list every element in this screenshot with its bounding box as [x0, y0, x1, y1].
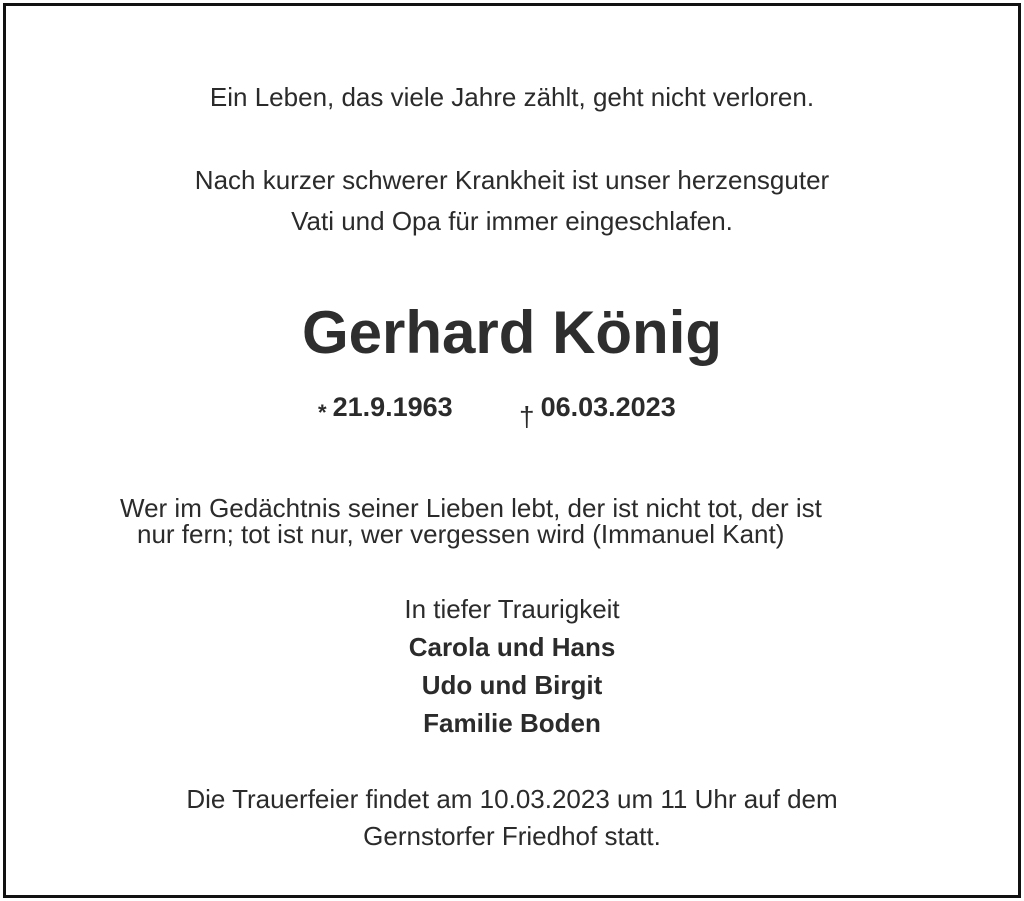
life-dates — [0, 388, 1024, 438]
death-cross-icon: † — [519, 401, 535, 432]
mourner-name: Familie Boden — [423, 708, 601, 738]
birth-date: 21.9.1963 — [332, 392, 453, 422]
mourners-heading: In tiefer Traurigkeit — [404, 594, 620, 624]
intro-line-2: Nach kurzer schwerer Krankheit ist unser herzensguter — [194, 165, 830, 195]
funeral-line-2: Gernstorfer Friedhof statt. — [363, 821, 661, 851]
birth-star-icon: * — [318, 400, 327, 425]
birth-date-group — [318, 392, 453, 426]
quote-line-1: Wer im Gedächtnis seiner Lieben lebt, der ist nicht tot, der ist — [120, 493, 822, 523]
deceased-name: Gerhard König — [301, 299, 723, 366]
obituary-frame — [3, 3, 1021, 898]
death-date-group — [519, 392, 676, 433]
mourner-name: Udo und Birgit — [421, 670, 603, 700]
intro-line-1: Ein Leben, das viele Jahre zählt, geht nicht verloren. — [209, 82, 815, 112]
mourner-name: Carola und Hans — [408, 632, 616, 662]
funeral-line-1: Die Trauerfeier findet am 10.03.2023 um 11 Uhr auf dem — [186, 784, 838, 814]
intro-line-3: Vati und Opa für immer eingeschlafen. — [291, 206, 733, 236]
death-date: 06.03.2023 — [540, 392, 676, 422]
quote-line-2: nur fern; tot ist nur, wer vergessen wird (Immanuel Kant) — [137, 519, 785, 549]
